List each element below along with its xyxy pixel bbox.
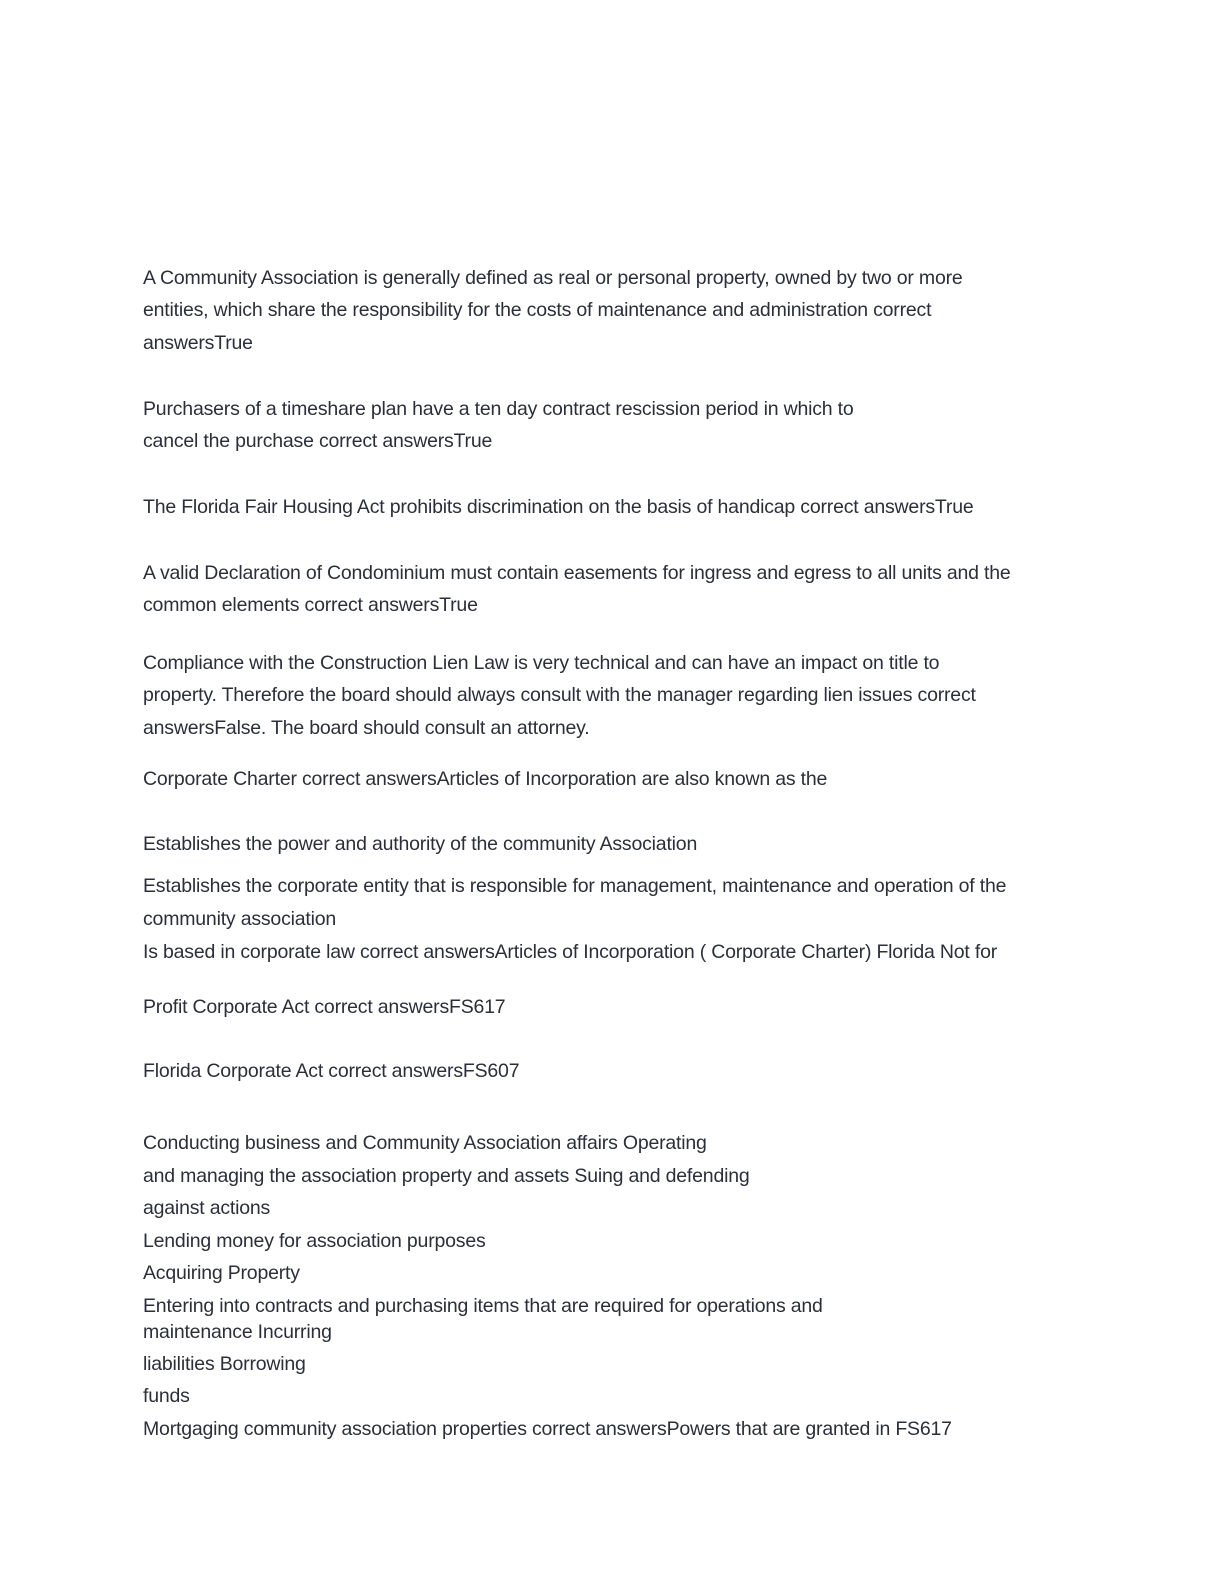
text-line: answersTrue bbox=[143, 332, 253, 354]
text-line: Establishes the power and authority of the community Association bbox=[143, 833, 698, 855]
text-line: The Florida Fair Housing Act prohibits discrimination on the basis of handicap correct answersTrue bbox=[143, 496, 974, 518]
text-line: liabilities Borrowing bbox=[143, 1353, 306, 1375]
text-line: Is based in corporate law correct answersArticles of Incorporation ( Corporate Charter) Florida Not for bbox=[143, 941, 998, 963]
text-line: Florida Corporate Act correct answersFS607 bbox=[143, 1060, 520, 1082]
text-line: cancel the purchase correct answersTrue bbox=[143, 430, 493, 452]
text-line: and managing the association property and assets Suing and defending bbox=[143, 1165, 750, 1187]
text-line: property. Therefore the board should always consult with the manager regarding lien issues correct bbox=[143, 684, 976, 706]
text-line: Establishes the corporate entity that is responsible for management, maintenance and operation of the bbox=[143, 875, 1007, 897]
text-line: Compliance with the Construction Lien Law is very technical and can have an impact on title to bbox=[143, 652, 940, 674]
text-line: entities, which share the responsibility for the costs of maintenance and administration correct bbox=[143, 299, 932, 321]
text-line: community association bbox=[143, 908, 337, 930]
text-line: Mortgaging community association properties correct answersPowers that are granted in FS617 bbox=[143, 1418, 952, 1440]
text-line: Conducting business and Community Association affairs Operating bbox=[143, 1132, 707, 1154]
text-line: funds bbox=[143, 1385, 190, 1407]
text-line: answersFalse. The board should consult an attorney. bbox=[143, 717, 590, 739]
text-line: maintenance Incurring bbox=[143, 1321, 332, 1343]
text-line: common elements correct answersTrue bbox=[143, 594, 478, 616]
text-line: against actions bbox=[143, 1197, 271, 1219]
text-line: Profit Corporate Act correct answersFS617 bbox=[143, 996, 506, 1018]
text-line: Corporate Charter correct answersArticles of Incorporation are also known as the bbox=[143, 768, 828, 790]
text-line: Purchasers of a timeshare plan have a ten day contract rescission period in which to bbox=[143, 398, 854, 420]
text-line: Entering into contracts and purchasing items that are required for operations and bbox=[143, 1295, 823, 1317]
text-line: A Community Association is generally defined as real or personal property, owned by two or more bbox=[143, 267, 963, 289]
text-line: A valid Declaration of Condominium must contain easements for ingress and egress to all units and the bbox=[143, 562, 1011, 584]
text-line: Acquiring Property bbox=[143, 1262, 300, 1284]
text-line: Lending money for association purposes bbox=[143, 1230, 486, 1252]
